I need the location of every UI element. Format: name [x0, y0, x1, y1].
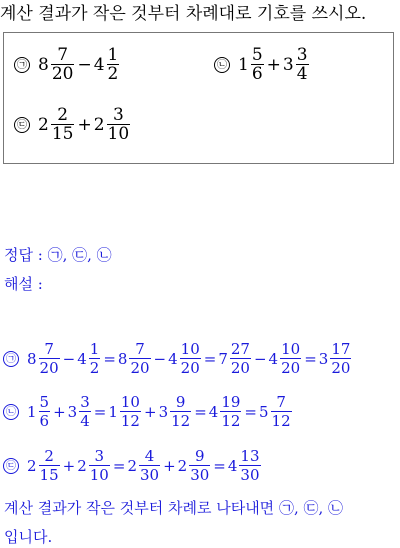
- numerator: 10: [180, 340, 200, 358]
- numerator: 17: [331, 340, 351, 358]
- numerator: 1: [89, 340, 100, 358]
- fraction: [280, 340, 301, 377]
- whole-number: 4: [77, 349, 87, 368]
- whole-number: 8: [117, 349, 128, 368]
- whole-number: 4: [268, 349, 279, 368]
- whole-number: 4: [93, 54, 105, 75]
- denominator: 20: [281, 359, 301, 377]
- whole-number: 4: [227, 456, 238, 475]
- fraction: [189, 447, 210, 484]
- operator: +: [77, 114, 92, 135]
- choice-mark: ㉠: [14, 57, 30, 73]
- whole-number: 4: [208, 402, 219, 421]
- whole-number: 1: [238, 54, 249, 75]
- numerator: 7: [57, 45, 69, 65]
- denominator: 12: [171, 412, 191, 430]
- work-line-b: [3, 393, 293, 430]
- fraction: [129, 340, 150, 377]
- work-line-c: [3, 447, 262, 484]
- numerator: 2: [57, 105, 69, 125]
- whole-number: 3: [282, 54, 294, 75]
- denominator: 30: [139, 466, 160, 484]
- fraction: [89, 447, 110, 484]
- whole-number: 2: [27, 456, 37, 475]
- operator: −: [153, 349, 167, 368]
- whole-number: 3: [318, 349, 329, 368]
- fraction: [79, 393, 91, 430]
- fraction: [120, 393, 141, 430]
- whole-number: 3: [67, 402, 78, 421]
- operator: −: [77, 54, 92, 75]
- denominator: 4: [296, 64, 308, 84]
- numerator: 19: [221, 393, 241, 411]
- choice-a: [14, 46, 120, 83]
- operator: −: [62, 349, 76, 368]
- whole-number: 2: [77, 456, 87, 475]
- numerator: 7: [135, 340, 145, 358]
- fraction: [39, 393, 51, 430]
- denominator: 15: [39, 466, 59, 484]
- denominator: 12: [271, 412, 291, 430]
- conclusion-line-1: 계산 결과가 작은 것부터 차례로 나타내면 ㉠, ㉢, ㉡: [4, 499, 344, 517]
- operator: =: [112, 456, 126, 475]
- whole-number: 7: [218, 349, 228, 368]
- choice-c: [14, 106, 131, 143]
- denominator: 10: [107, 124, 130, 144]
- numerator: 10: [120, 393, 140, 411]
- numerator: 27: [230, 340, 250, 358]
- numerator: 3: [80, 393, 90, 411]
- whole-number: 2: [38, 114, 49, 135]
- fraction: [89, 340, 101, 377]
- denominator: 30: [240, 466, 260, 484]
- numerator: 5: [39, 393, 50, 411]
- denominator: 20: [130, 359, 150, 377]
- choice-mark: ㉢: [14, 117, 30, 133]
- numerator: 13: [240, 447, 260, 465]
- numerator: 10: [281, 340, 301, 358]
- numerator: 4: [144, 447, 155, 465]
- operator: +: [163, 456, 176, 475]
- operator: +: [266, 54, 281, 75]
- operator: −: [253, 349, 267, 368]
- fraction: [230, 340, 251, 377]
- explanation-label: 해설 :: [4, 275, 43, 293]
- operator: =: [213, 456, 226, 475]
- denominator: 30: [190, 466, 210, 484]
- fraction: [139, 447, 160, 484]
- denominator: 20: [51, 64, 74, 84]
- denominator: 12: [120, 412, 140, 430]
- numerator: 9: [175, 393, 186, 411]
- fraction: [170, 393, 191, 430]
- denominator: 20: [331, 359, 351, 377]
- whole-number: 3: [158, 402, 169, 421]
- numerator: 7: [276, 393, 286, 411]
- denominator: 20: [39, 359, 59, 377]
- numerator: 9: [194, 447, 205, 465]
- numerator: 3: [296, 45, 308, 65]
- operator: =: [103, 349, 116, 368]
- whole-number: 5: [259, 402, 269, 421]
- fraction: [271, 393, 292, 430]
- whole-number: 1: [27, 402, 37, 421]
- denominator: 15: [51, 124, 74, 144]
- fraction: [39, 447, 60, 484]
- denominator: 6: [251, 64, 263, 84]
- fraction: [107, 46, 120, 83]
- denominator: 4: [80, 412, 90, 430]
- fraction: [51, 106, 75, 143]
- whole-number: 8: [38, 54, 49, 75]
- answer-value: ㉠, ㉢, ㉡: [47, 246, 112, 264]
- answer-line: [4, 244, 112, 265]
- fraction: [180, 340, 201, 377]
- denominator: 20: [180, 359, 200, 377]
- operator: =: [93, 402, 107, 421]
- whole-number: 4: [168, 349, 178, 368]
- fraction: [220, 393, 241, 430]
- choice-mark: ㉡: [214, 57, 230, 73]
- operator: =: [194, 402, 207, 421]
- numerator: 3: [112, 105, 124, 125]
- operator: =: [244, 402, 257, 421]
- whole-number: 2: [93, 114, 105, 135]
- denominator: 6: [39, 412, 50, 430]
- denominator: 12: [221, 412, 241, 430]
- denominator: 2: [107, 64, 119, 84]
- work-mark: ㉠: [3, 351, 19, 367]
- numerator: 2: [44, 447, 54, 465]
- operator: +: [62, 456, 76, 475]
- fraction: [330, 340, 351, 377]
- fraction: [39, 340, 60, 377]
- work-mark: ㉢: [3, 458, 19, 474]
- numerator: 1: [107, 45, 119, 65]
- answer-label: 정답 :: [4, 246, 43, 264]
- fraction: [51, 46, 75, 83]
- conclusion-line-2: 입니다.: [4, 528, 53, 546]
- fraction: [107, 106, 131, 143]
- denominator: 20: [230, 359, 250, 377]
- operator: =: [304, 349, 317, 368]
- operator: =: [203, 349, 217, 368]
- choice-b: [214, 46, 310, 83]
- work-line-a: [3, 340, 352, 377]
- fraction: [239, 447, 260, 484]
- denominator: 2: [89, 359, 100, 377]
- work-mark: ㉡: [3, 404, 19, 420]
- question-text: 계산 결과가 작은 것부터 차례대로 기호를 쓰시오.: [0, 4, 367, 24]
- whole-number: 1: [108, 402, 118, 421]
- whole-number: 2: [127, 456, 137, 475]
- numerator: 3: [94, 447, 105, 465]
- whole-number: 2: [177, 456, 188, 475]
- fraction: [251, 46, 264, 83]
- whole-number: 8: [27, 349, 37, 368]
- denominator: 10: [89, 466, 109, 484]
- numerator: 5: [251, 45, 263, 65]
- numerator: 7: [44, 340, 54, 358]
- operator: +: [143, 402, 157, 421]
- operator: +: [53, 402, 66, 421]
- fraction: [296, 46, 309, 83]
